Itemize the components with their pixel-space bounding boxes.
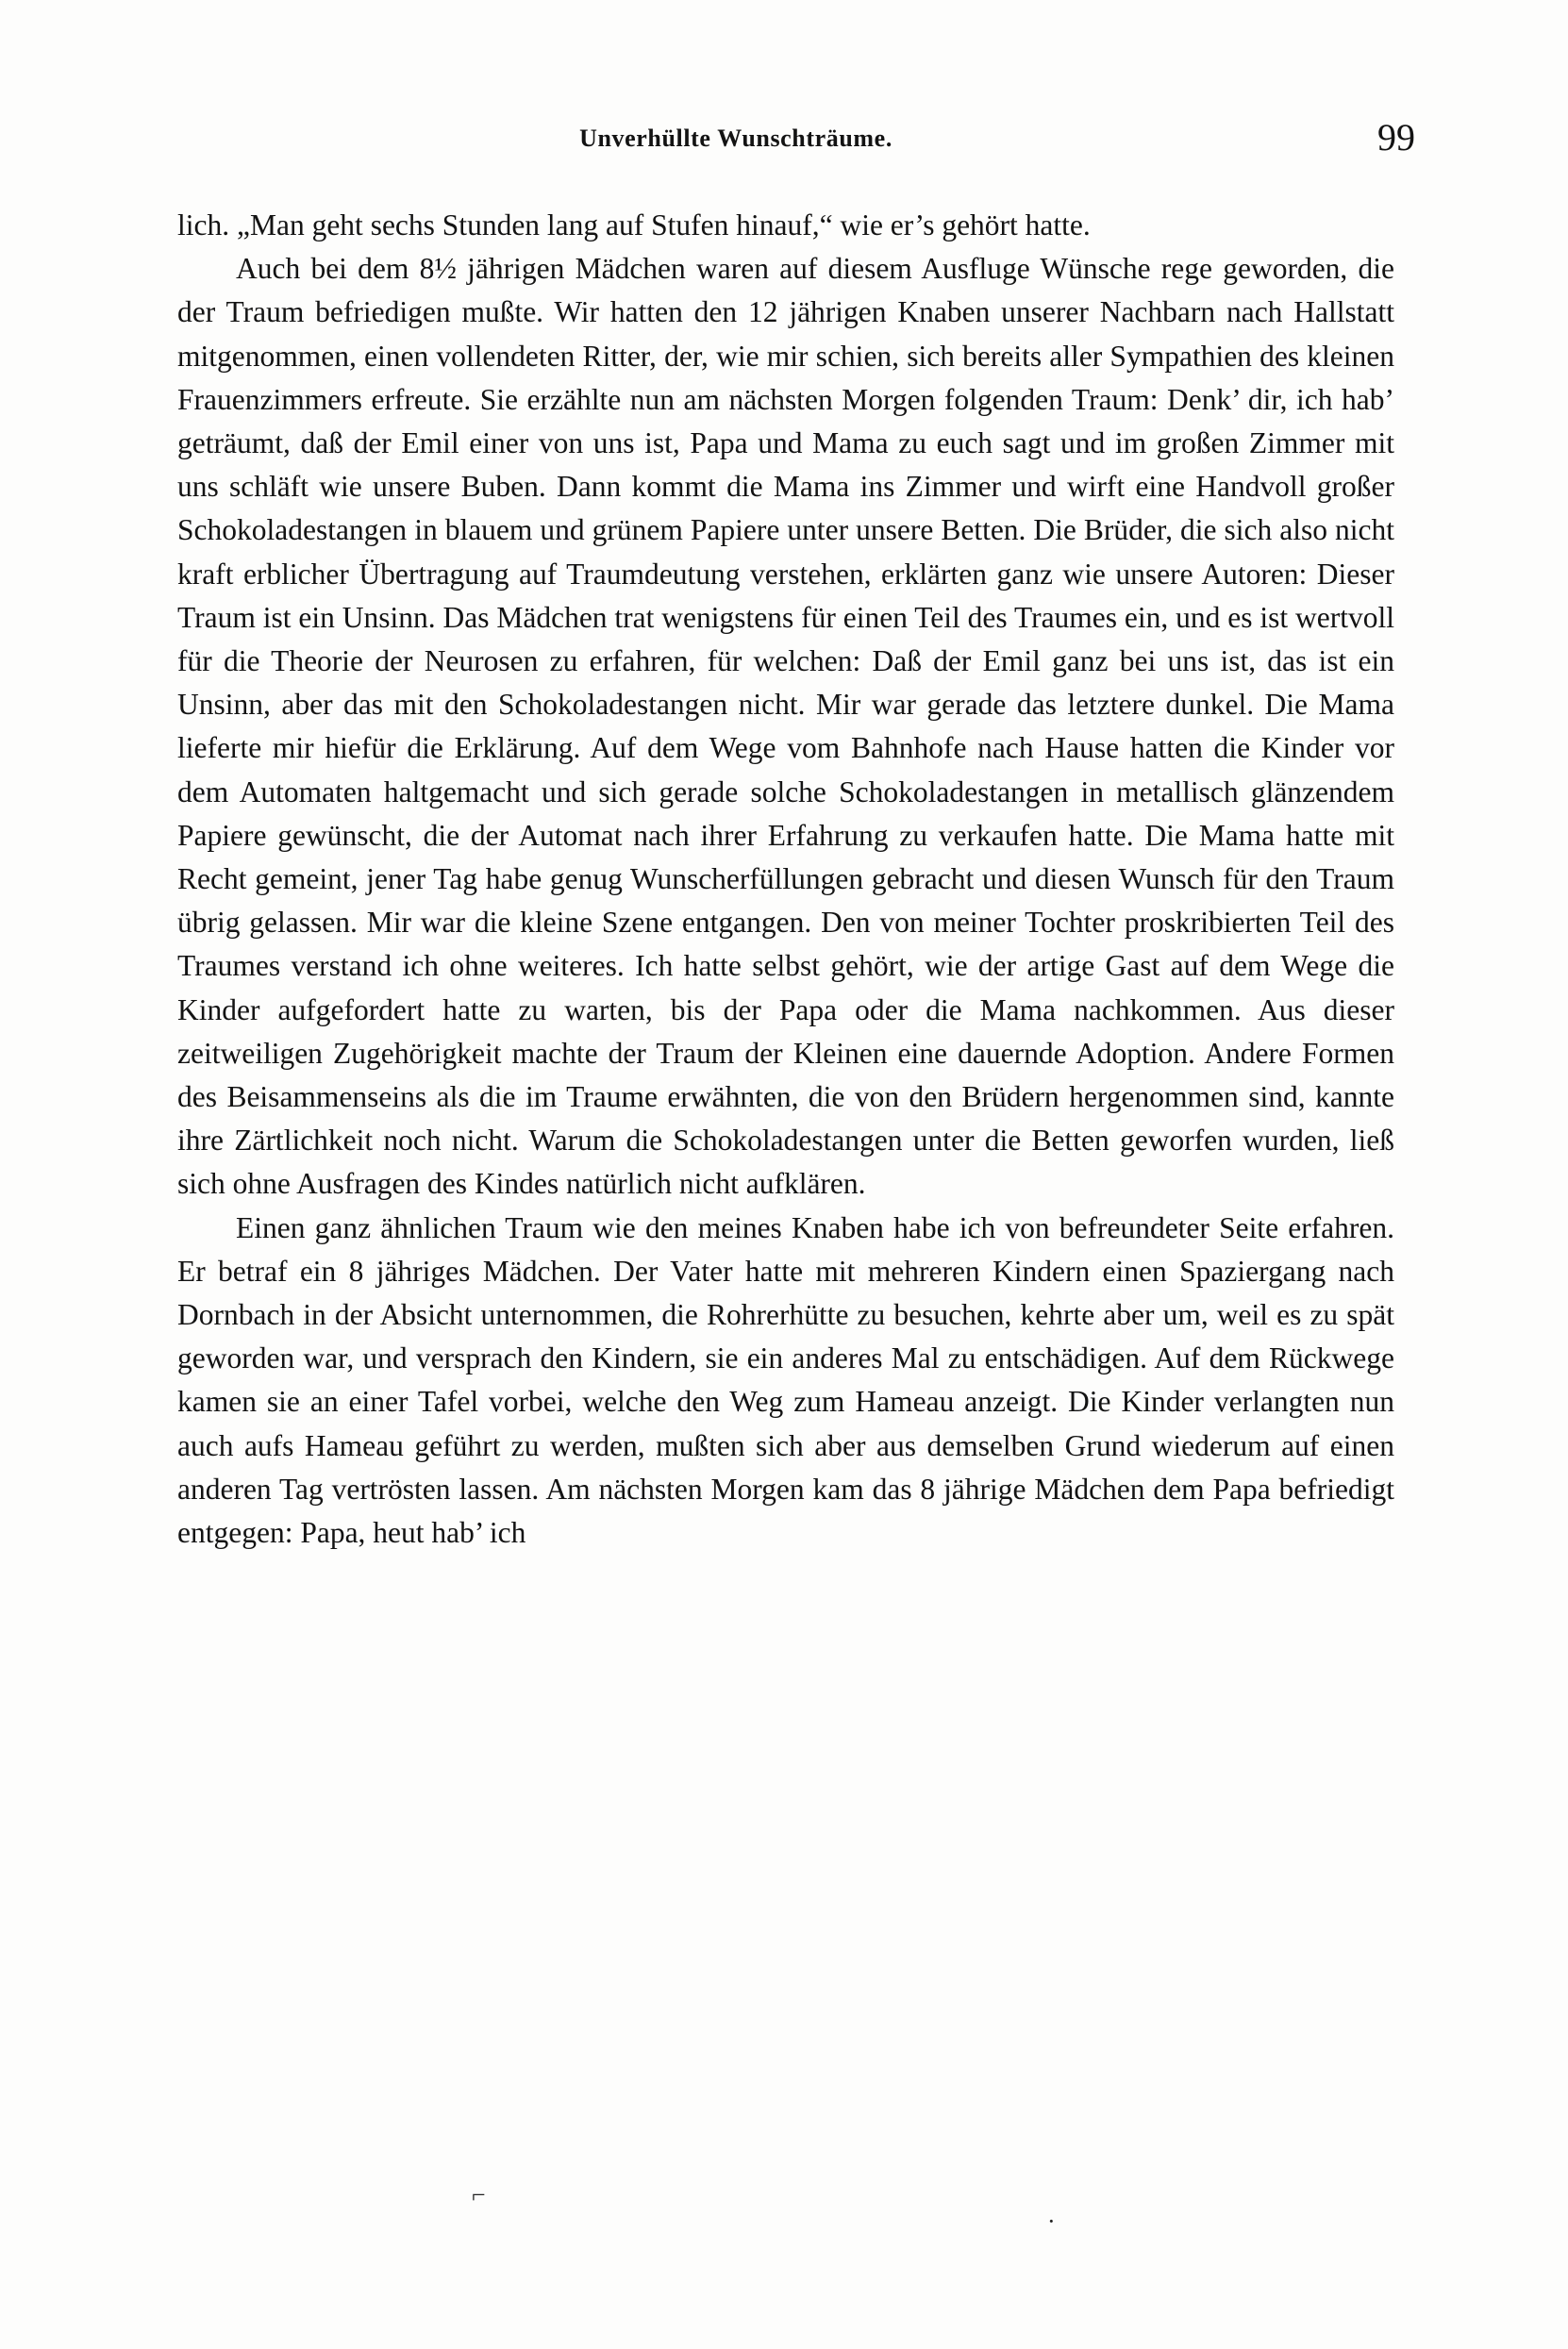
paragraph: Einen ganz ähnlichen Traum wie den meines Knaben habe ich von befreundeter Seite erfahren. Er betraf ein 8 jähriges Mädchen. Der Vater hatte mit mehreren Kindern einen Spaziergang nach Dornbach in der Absicht unternommen, die Rohrerhütte zu besuchen, kehrte aber um, weil es zu spät geworden war, und versprach den Kindern, sie ein anderes Mal zu entschädigen. Auf dem Rückwege kamen sie an einer Tafel vorbei, welche den Weg zum Hameau anzeigt. Die Kinder verlangten nun auch aufs Hameau geführt zu werden, mußten sich aber aus demselben Grund wiederum auf einen anderen Tag vertrösten lassen. Am nächsten Morgen kam das 8 jährige Mädchen dem Papa befriedigt entgegen: Papa, heut hab’ ich — [177, 1210, 1394, 1550]
paragraph: lich. „Man geht sechs Stunden lang auf Stufen hinauf,“ wie er’s gehört hatte. — [177, 208, 1091, 242]
page-number: 99 — [1377, 116, 1415, 158]
paragraph: Auch bei dem 8½ jährigen Mädchen waren auf diesem Ausfluge Wünsche rege geworden, die der Traum befriedigen mußte. Wir hatten den 12 jährigen Knaben unserer Nachbarn nach Hallstatt mitgenommen, einen vollendeten Ritter, der, wie mir schien, sich bereits aller Sympathien des kleinen Frauenzimmers erfreute. Sie erzählte nun am nächsten Morgen folgenden Traum: Denk’ dir, ich hab’ geträumt, daß der Emil einer von uns ist, Papa und Mama zu euch sagt und im großen Zimmer mit uns schläft wie unsere Buben. Dann kommt die Mama ins Zimmer und wirft eine Handvoll großer Schokoladestangen in blauem und grünem Papiere unter unsere Betten. Die Brüder, die sich also nicht kraft erblicher Übertragung auf Traumdeutung verstehen, erklärten ganz wie unsere Autoren: Dieser Traum ist ein Unsinn. Das Mädchen trat wenigstens für einen Teil des Traumes ein, und es ist wertvoll für die Theorie der Neurosen zu erfahren, für welchen: Daß der Emil ganz bei uns ist, das ist ein Unsinn, aber das mit den Schokoladestangen nicht. Mir war gerade das letztere dunkel. Die Mama lieferte mir hiefür die Erklärung. Auf dem Wege vom Bahnhofe nach Hause hatten die Kinder vor dem Automaten haltgemacht und sich gerade solche Schokoladestangen in metallisch glänzendem Papiere gewünscht, die der Automat nach ihrer Erfahrung zu verkaufen hatte. Die Mama hatte mit Recht gemeint, jener Tag habe genug Wunscherfüllungen gebracht und diesen Wunsch für den Traum übrig gelassen. Mir war die kleine Szene entgangen. Den von meiner Tochter proskribierten Teil des Traumes verstand ich ohne weiteres. Ich hatte selbst gehört, wie der artige Gast auf dem Wege die Kinder aufgefordert hatte zu warten, bis der Papa oder die Mama nachkommen. Aus dieser zeitweiligen Zugehörigkeit machte der Traum der Kleinen eine dauernde Adoption. Andere Formen des Beisammenseins als die im Traume erwähnten, die von den Brüdern hergenommen sind, kannte ihre Zärtlichkeit noch nicht. Warum die Schokoladestangen unter die Betten geworfen wurden, ließ sich ohne Ausfragen des Kindes natürlich nicht aufklären. — [177, 252, 1395, 1201]
page-header — [170, 116, 1415, 162]
running-title: Unverhüllte Wunschträume. — [579, 125, 892, 152]
body-text — [177, 204, 1394, 1555]
footer-mark-right: · — [1047, 2207, 1056, 2235]
footer-mark-left: ⌐ — [472, 2181, 486, 2208]
